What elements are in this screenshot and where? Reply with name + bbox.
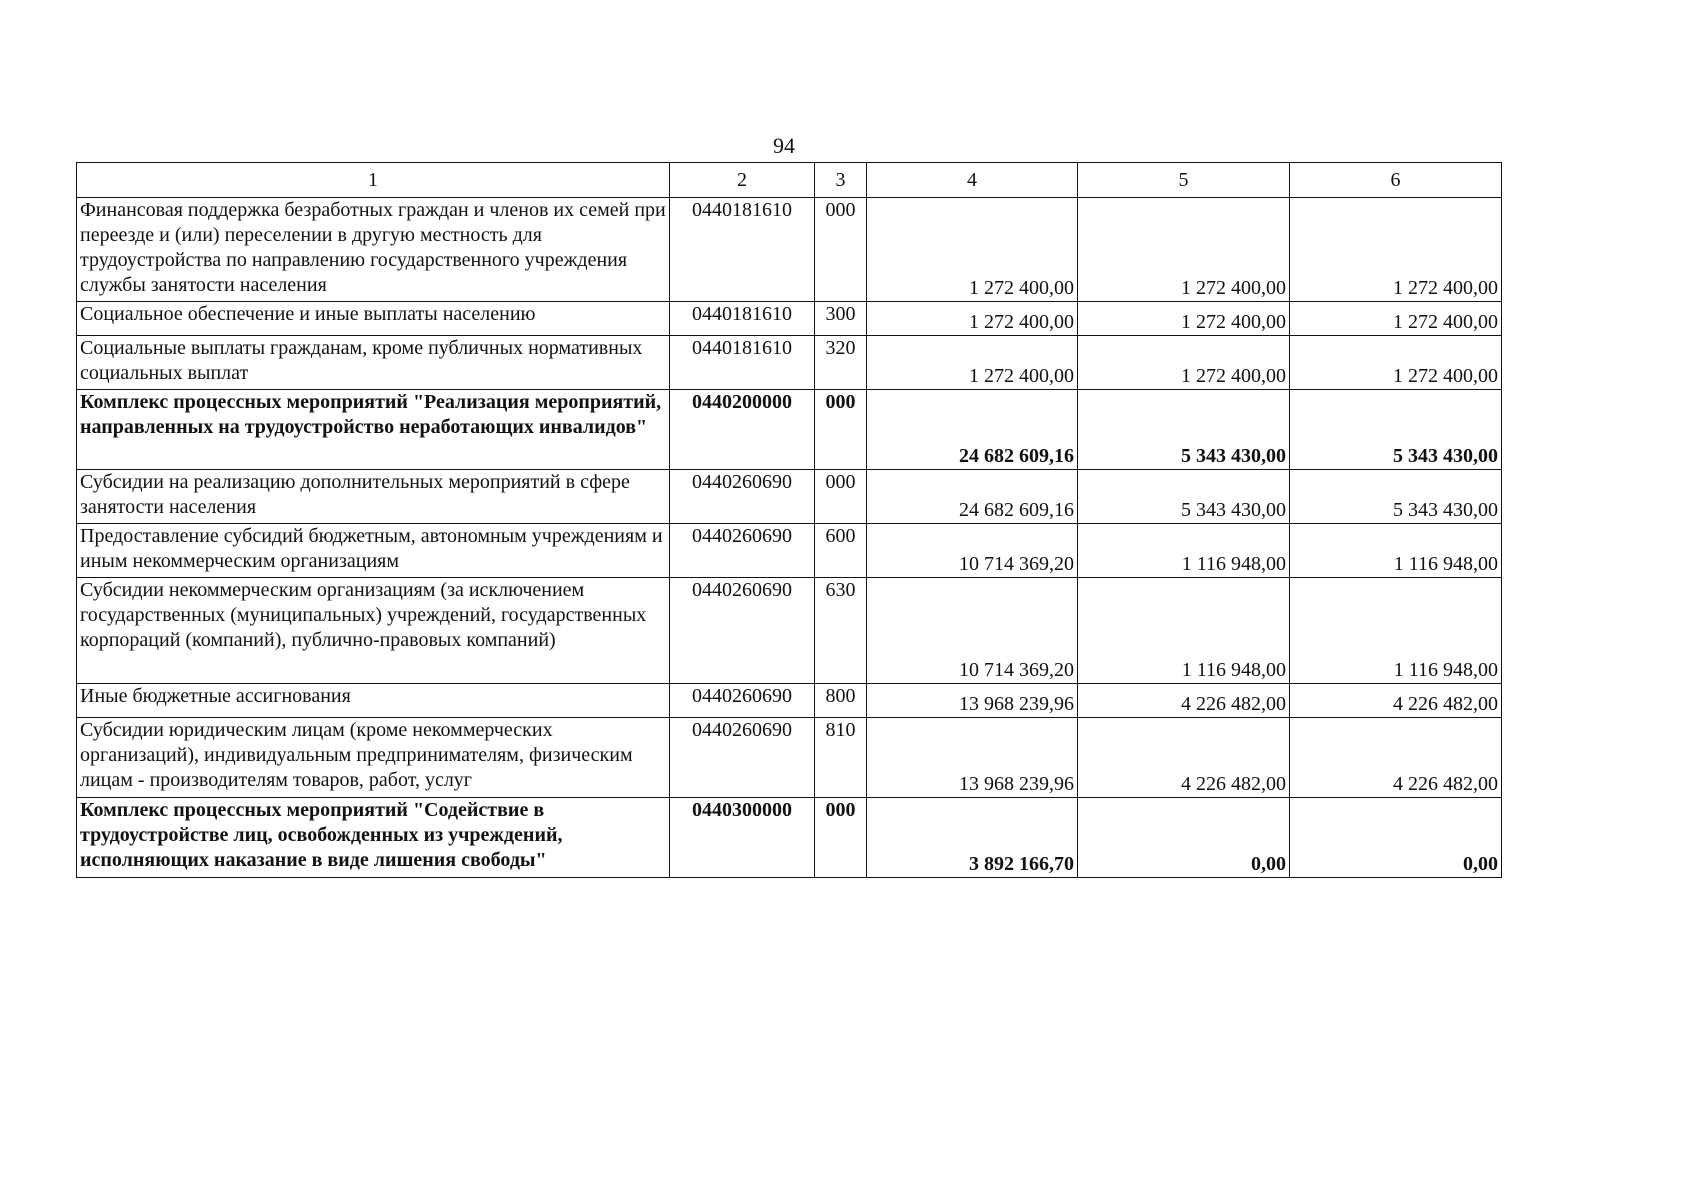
- row-amount-2: 5 343 430,00: [1078, 390, 1290, 470]
- row-amount-1: 13 968 239,96: [867, 684, 1078, 718]
- column-header-5: 5: [1078, 163, 1290, 198]
- row-code: 0440260690: [670, 524, 815, 578]
- row-amount-1: 3 892 166,70: [867, 798, 1078, 878]
- row-amount-3: 5 343 430,00: [1290, 390, 1502, 470]
- row-amount-3: 4 226 482,00: [1290, 718, 1502, 798]
- row-amount-2: 1 272 400,00: [1078, 198, 1290, 302]
- row-name: Социальное обеспечение и иные выплаты населению: [77, 302, 670, 336]
- row-code: 0440260690: [670, 470, 815, 524]
- row-name: Субсидии некоммерческим организациям (за исключением государственных (муниципальных) учреждений, государственных корпораций (компаний), публично-правовых компаний): [77, 578, 670, 684]
- row-code: 0440260690: [670, 718, 815, 798]
- row-amount-1: 1 272 400,00: [867, 198, 1078, 302]
- table-row: [77, 578, 1502, 684]
- row-code: 0440260690: [670, 578, 815, 684]
- row-amount-2: 4 226 482,00: [1078, 684, 1290, 718]
- row-amount-3: 0,00: [1290, 798, 1502, 878]
- row-type: 000: [815, 390, 867, 470]
- row-code: 0440260690: [670, 684, 815, 718]
- row-type: 300: [815, 302, 867, 336]
- table-header-row: [77, 163, 1502, 198]
- row-amount-1: 10 714 369,20: [867, 578, 1078, 684]
- row-amount-1: 1 272 400,00: [867, 336, 1078, 390]
- row-name: Финансовая поддержка безработных граждан и членов их семей при переезде и (или) переселении в другую местность для трудоустройства по направлению государственного учреждения службы занятости населения: [77, 198, 670, 302]
- row-type: 000: [815, 470, 867, 524]
- row-amount-2: 4 226 482,00: [1078, 718, 1290, 798]
- table-row: [77, 718, 1502, 798]
- column-header-2: 2: [670, 163, 815, 198]
- table-row: [77, 390, 1502, 470]
- row-amount-3: 1 116 948,00: [1290, 578, 1502, 684]
- row-type: 000: [815, 798, 867, 878]
- row-amount-1: 24 682 609,16: [867, 390, 1078, 470]
- row-name: Субсидии юридическим лицам (кроме некоммерческих организаций), индивидуальным предпринимателям, физическим лицам - производителям товаров, работ, услуг: [77, 718, 670, 798]
- row-amount-2: 1 272 400,00: [1078, 336, 1290, 390]
- row-amount-3: 1 116 948,00: [1290, 524, 1502, 578]
- table-row: [77, 470, 1502, 524]
- row-amount-3: 1 272 400,00: [1290, 336, 1502, 390]
- row-amount-1: 13 968 239,96: [867, 718, 1078, 798]
- table-row: [77, 524, 1502, 578]
- column-header-3: 3: [815, 163, 867, 198]
- row-type: 630: [815, 578, 867, 684]
- column-header-1: 1: [77, 163, 670, 198]
- row-type: 000: [815, 198, 867, 302]
- row-amount-3: 1 272 400,00: [1290, 302, 1502, 336]
- table-row: [77, 302, 1502, 336]
- row-amount-2: 1 116 948,00: [1078, 578, 1290, 684]
- row-amount-3: 4 226 482,00: [1290, 684, 1502, 718]
- row-amount-2: 1 116 948,00: [1078, 524, 1290, 578]
- row-code: 0440300000: [670, 798, 815, 878]
- row-amount-3: 1 272 400,00: [1290, 198, 1502, 302]
- row-name: Иные бюджетные ассигнования: [77, 684, 670, 718]
- row-name: Субсидии на реализацию дополнительных мероприятий в сфере занятости населения: [77, 470, 670, 524]
- row-name: Предоставление субсидий бюджетным, автономным учреждениям и иным некоммерческим организациям: [77, 524, 670, 578]
- row-name: Комплекс процессных мероприятий "Реализация мероприятий, направленных на трудоустройство неработающих инвалидов": [77, 390, 670, 470]
- row-code: 0440181610: [670, 198, 815, 302]
- table-row: [77, 336, 1502, 390]
- row-type: 600: [815, 524, 867, 578]
- budget-table: [76, 162, 1502, 878]
- row-amount-2: 1 272 400,00: [1078, 302, 1290, 336]
- page-number: 94: [773, 133, 795, 158]
- row-code: 0440181610: [670, 336, 815, 390]
- row-amount-1: 24 682 609,16: [867, 470, 1078, 524]
- column-header-6: 6: [1290, 163, 1502, 198]
- column-header-4: 4: [867, 163, 1078, 198]
- row-amount-1: 10 714 369,20: [867, 524, 1078, 578]
- table-row: [77, 198, 1502, 302]
- row-type: 800: [815, 684, 867, 718]
- row-code: 0440181610: [670, 302, 815, 336]
- row-name: Комплекс процессных мероприятий "Содействие в трудоустройстве лиц, освобожденных из учреждений, исполняющих наказание в виде лишения свободы": [77, 798, 670, 878]
- table-row: [77, 798, 1502, 878]
- row-amount-2: 0,00: [1078, 798, 1290, 878]
- table-row: [77, 684, 1502, 718]
- row-type: 320: [815, 336, 867, 390]
- row-type: 810: [815, 718, 867, 798]
- row-amount-3: 5 343 430,00: [1290, 470, 1502, 524]
- row-code: 0440200000: [670, 390, 815, 470]
- row-amount-2: 5 343 430,00: [1078, 470, 1290, 524]
- row-amount-1: 1 272 400,00: [867, 302, 1078, 336]
- row-name: Социальные выплаты гражданам, кроме публичных нормативных социальных выплат: [77, 336, 670, 390]
